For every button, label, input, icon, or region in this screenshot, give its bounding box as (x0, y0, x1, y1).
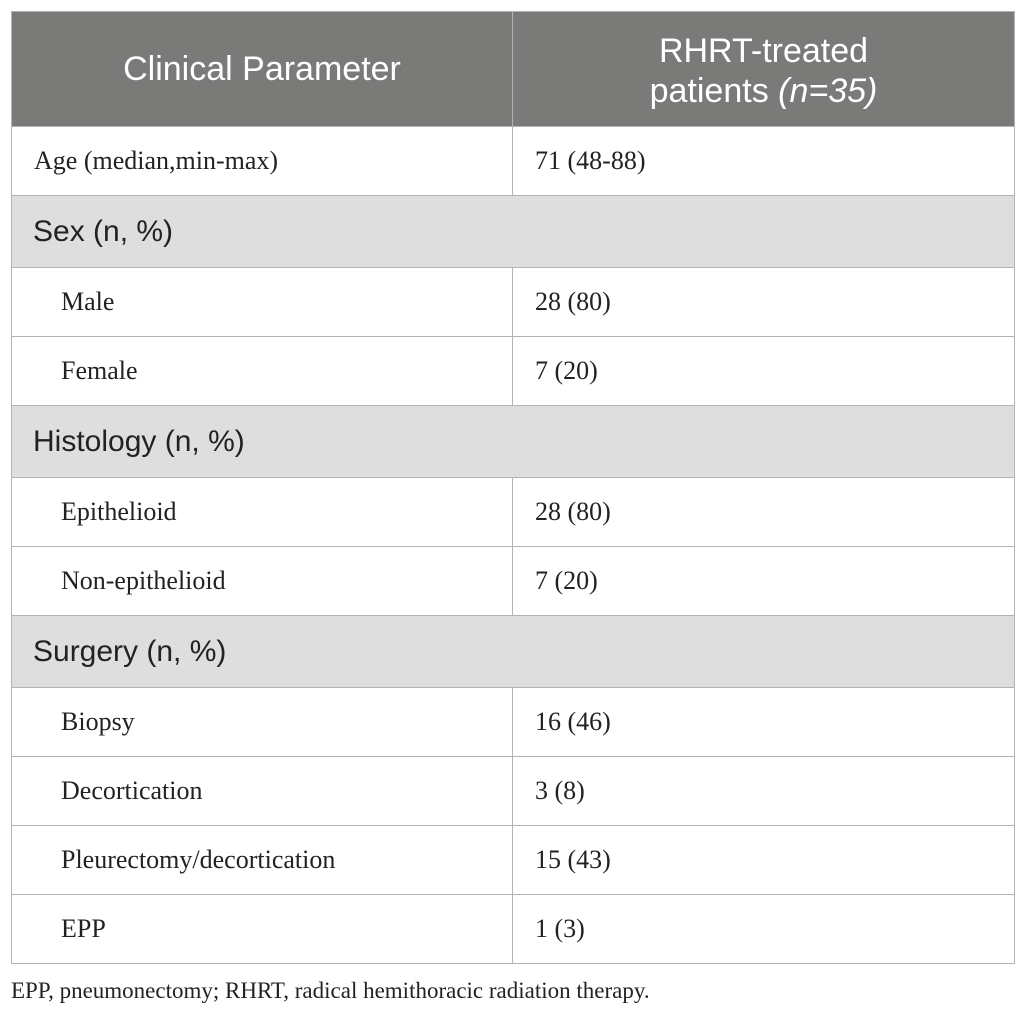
row-label: Age (median,min-max) (12, 127, 513, 196)
row-value: 3 (8) (513, 757, 1015, 826)
header-rhrt-treated-patients (513, 12, 1015, 127)
row-label: Biopsy (12, 688, 513, 757)
section-label-histology: Histology (n, %) (12, 406, 1015, 478)
row-value: 28 (80) (513, 478, 1015, 547)
table-row-pleurectomy-decortication (12, 826, 1015, 895)
row-label: Male (12, 268, 513, 337)
table-row-age (12, 127, 1015, 196)
section-row-surgery (12, 616, 1015, 688)
row-label: Non-epithelioid (12, 547, 513, 616)
row-value: 15 (43) (513, 826, 1015, 895)
header-col2-n: (n=35) (778, 72, 878, 110)
header-clinical-parameter: Clinical Parameter (12, 12, 513, 127)
table-row-male (12, 268, 1015, 337)
table-row-epp (12, 895, 1015, 964)
table-row-biopsy (12, 688, 1015, 757)
row-label: Epithelioid (12, 478, 513, 547)
section-row-sex (12, 196, 1015, 268)
row-label: EPP (12, 895, 513, 964)
row-label: Pleurectomy/decortication (12, 826, 513, 895)
table-row-decortication (12, 757, 1015, 826)
row-label: Female (12, 337, 513, 406)
clinical-parameters-table (11, 11, 1015, 964)
table-row-epithelioid (12, 478, 1015, 547)
section-label-surgery: Surgery (n, %) (12, 616, 1015, 688)
row-label: Decortication (12, 757, 513, 826)
table-row-female (12, 337, 1015, 406)
row-value: 16 (46) (513, 688, 1015, 757)
header-col2-line1: RHRT-treated (658, 32, 869, 70)
table-footnote: EPP, pneumonectomy; RHRT, radical hemithoracic radiation therapy. (11, 978, 650, 1003)
row-value: 28 (80) (513, 268, 1015, 337)
header-col2-line2: patients (649, 72, 779, 110)
table-header-row (12, 12, 1015, 127)
section-label-sex: Sex (n, %) (12, 196, 1015, 268)
section-row-histology (12, 406, 1015, 478)
table-row-non-epithelioid (12, 547, 1015, 616)
row-value: 7 (20) (513, 547, 1015, 616)
clinical-parameters-table-wrapper (11, 11, 1014, 964)
row-value: 1 (3) (513, 895, 1015, 964)
row-value: 71 (48-88) (513, 127, 1015, 196)
row-value: 7 (20) (513, 337, 1015, 406)
